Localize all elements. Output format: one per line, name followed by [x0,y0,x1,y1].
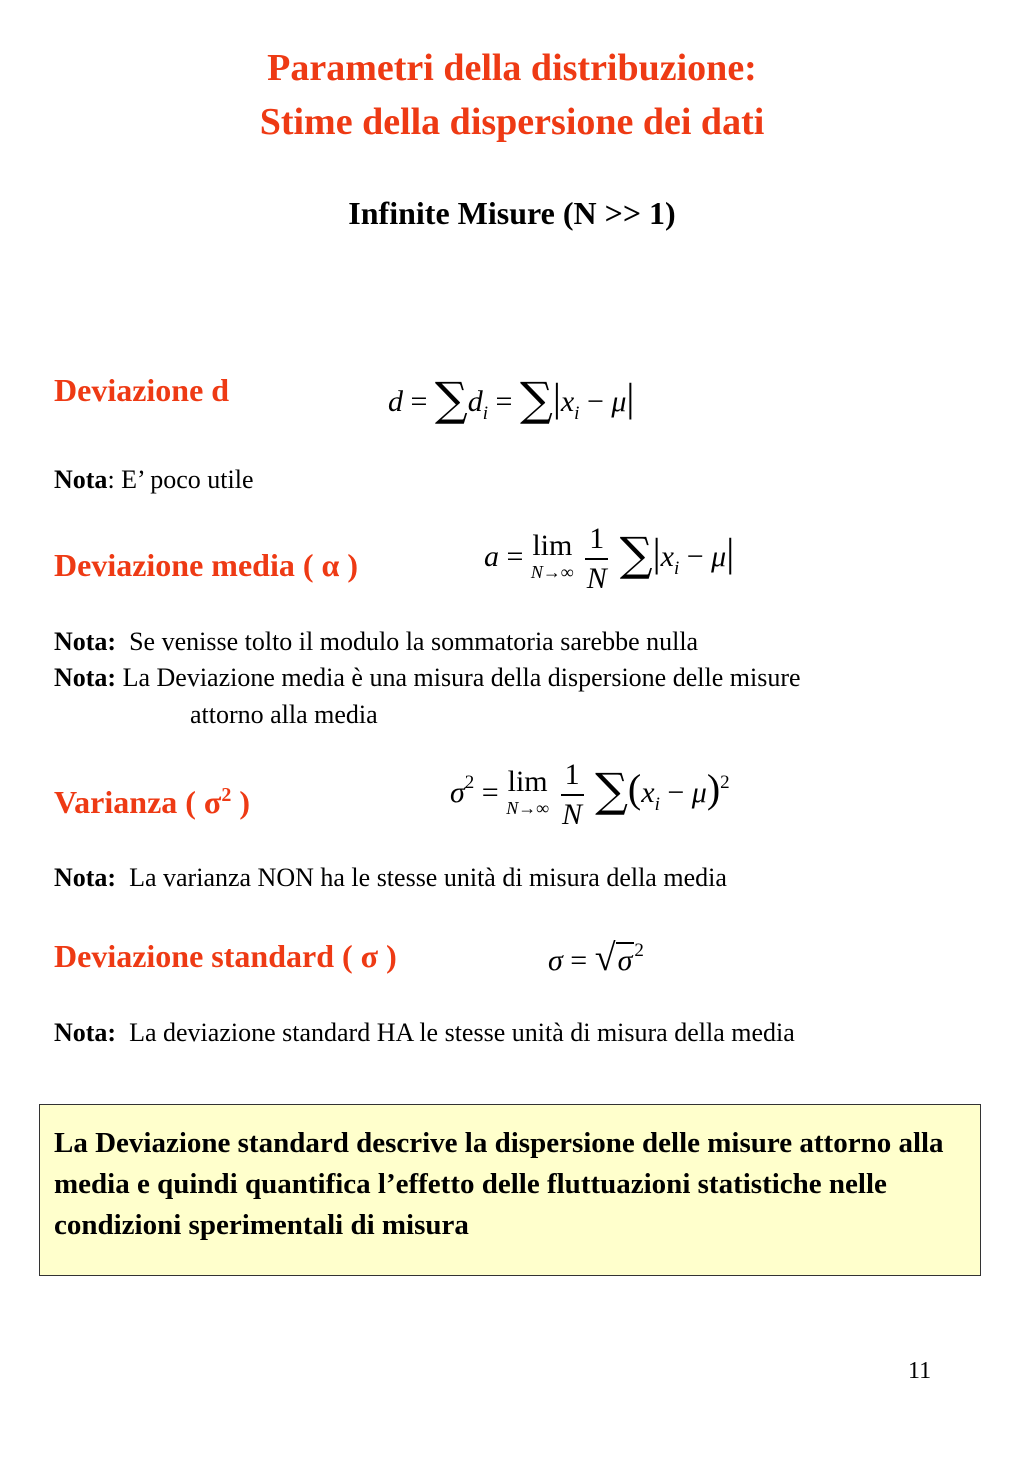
deviation-note [54,465,254,495]
note-text: La deviazione standard HA le stesse unità di misura della media [129,1018,795,1047]
page-title-line-1: Parametri della distribuzione: [267,47,757,89]
page-number: 11 [908,1358,932,1384]
mean-deviation-note-1 [54,627,698,657]
mean-deviation-formula: a = lim N→∞ $\frac{1}{N}$ $\sum|x_i - \mu|$ [484,522,735,595]
callout-text: La Deviazione standard descrive la dispersione delle misure attorno alla media e quindi quantifica l’effetto delle fluttuazioni statistiche nelle condizioni sperimentali di misura [54,1127,944,1241]
note-label: Nota: [54,663,117,692]
note-text: La varianza NON ha le stesse unità di misura della media [129,863,727,892]
callout-box [39,1104,981,1276]
variance-note [54,863,727,893]
note-label: Nota: [54,863,117,892]
note-text: Se venisse tolto il modulo la sommatoria sarebbe nulla [129,627,699,656]
std-dev-formula: σ = √σ $^2$ [548,937,644,979]
mean-deviation-note-2 [54,663,801,693]
note-label: Nota: [54,1018,117,1047]
variance-formula: $\sigma^2 = \lim$ N→∞ $\frac{1}{N}$ $\sum(x_i - \mu)^2$ [450,758,730,831]
note-text: : E’ poco utile [107,465,254,494]
mean-deviation-note-2-cont: attorno alla media [190,700,378,729]
variance-heading: Varianza ( $\sigma^2$ ) [54,784,250,820]
page-subtitle: Infinite Misure (N >> 1) [348,195,676,231]
deviation-formula: $d = \sum d_i = \sum|x_i - \mu|$ [388,372,635,426]
deviation-heading: Deviazione d [54,372,230,408]
page-title-line-2: Stime della dispersione dei dati [259,101,765,143]
note-label: Nota: [54,627,117,656]
std-dev-note [54,1018,795,1048]
note-text: La Deviazione media è una misura della dispersione delle misure [122,663,801,692]
note-label: Nota [54,465,108,494]
mean-deviation-heading: Deviazione media ( α ) [54,547,359,583]
std-dev-heading: Deviazione standard ( σ ) [54,938,397,974]
